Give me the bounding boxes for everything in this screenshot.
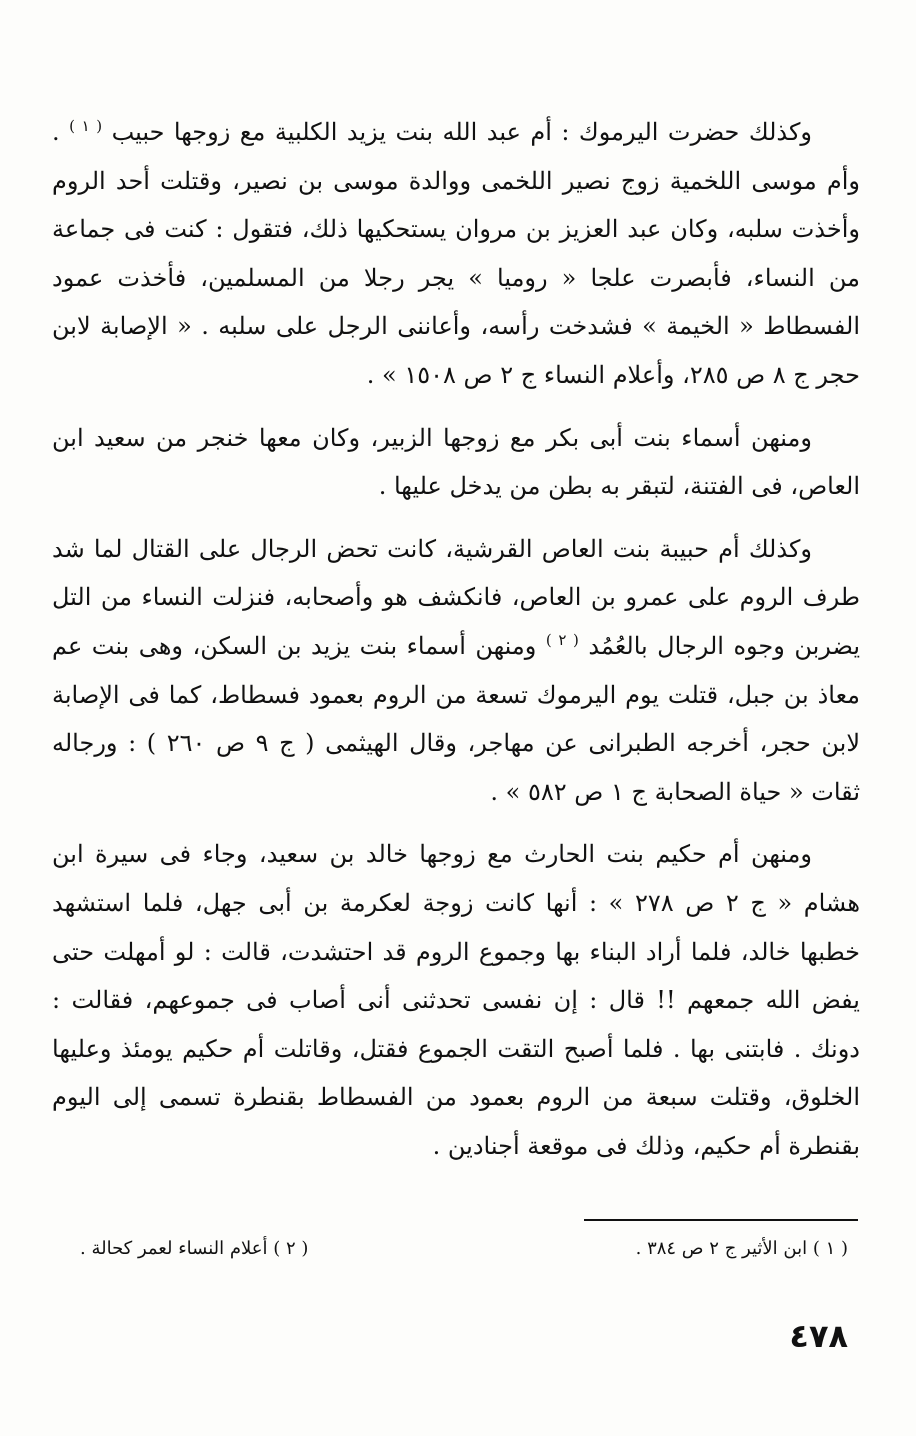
paragraph-1-text-start: وكذلك حضرت اليرموك : أم عبد الله بنت يزيد الكلبية مع زوجها حبيب [111,118,812,146]
footnote-2: ( ٢ ) أعلام النساء لعمر كحالة . [80,1238,309,1259]
footnote-ref-2: ( ٢ ) [545,630,579,649]
paragraph-1-text-end: . وأم موسى اللخمية زوج نصير اللخمى ووالدة موسى بن نصير، وقتلت أحد الروم وأخذت سلبه، وكان عبد العزيز بن مروان يستحكيها ذلك، فتقول : كنت فى جماعة من النساء، فأبصرت علجا « روميا » يجر رجلا من المسلمين، فأخذت عمود الفسطاط « الخيمة » فشدخت رأسه، وأعاننى الرجل على سلبه . « الإصابة لابن حجر ج ٨ ص ٢٨٥، وأعلام النساء ج ٢ ص ١٥٠٨ » . [52,118,860,389]
main-text [52,108,860,1184]
footnote-ref-1: ( ١ ) [69,117,103,135]
paragraph-3-text-end: ومنهن أسماء بنت يزيد بن السكن، وهى بنت عم معاذ بن جبل، قتلت يوم اليرموك تسعة من الروم بعمود فسطاط، كما فى الإصابة لابن حجر، أخرجه الطبرانى عن مهاجر، وقال الهيثمى ( ج ٩ ص ٢٦٠ ) : ورجاله ثقات « حياة الصحابة ج ١ ص ٥٨٢ » . [52,631,861,806]
page-number: ٤٧٨ [789,1317,848,1355]
paragraph-2: ومنهن أسماء بنت أبى بكر مع زوجها الزبير، وكان معها خنجر من سعيد ابن العاص، فى الفتنة، لتبقر به بطن من يدخل عليها . [52,423,860,501]
footnote-divider [584,1219,858,1221]
footnote-1: ( ١ ) ابن الأثير ج ٢ ص ٣٨٤ . [635,1238,848,1259]
paragraph-3 [52,525,860,817]
paragraph-3-text-start: وكذلك أم حبيبة بنت العاص القرشية، كانت تحض الرجال على القتال لما شد طرف الروم على عمرو بن العاص، فانكشف هو وأصحابه، فنزلت النساء من التل يضربن وجوه الرجال بالعُمُد [52,534,861,660]
footnotes [80,1236,848,1262]
paragraph-1 [52,108,860,400]
paragraph-4: ومنهن أم حكيم بنت الحارث مع زوجها خالد بن سعيد، وجاء فى سيرة ابن هشام « ج ٢ ص ٢٧٨ » : أنها كانت زوجة لعكرمة بن أبى جهل، فلما استشهد خطبها خالد، فلما أراد البناء بها وجموع الروم قد احتشدت، قالت : لو أمهلت حتى يفض الله جمعهم !! قال : إن نفسى تحدثنى أنى أصاب فى جموعهم، فقالت : دونك . فابتنى بها . فلما أصبح التقت الجموع فقتل، وقاتلت أم حكيم يومئذ وعليها الخلوق، وقتلت سبعة من الروم بعمود من الفسطاط بقنطرة تسمى إلى اليوم بقنطرة أم حكيم، وذلك فى موقعة أجنادين . [52,840,860,1160]
